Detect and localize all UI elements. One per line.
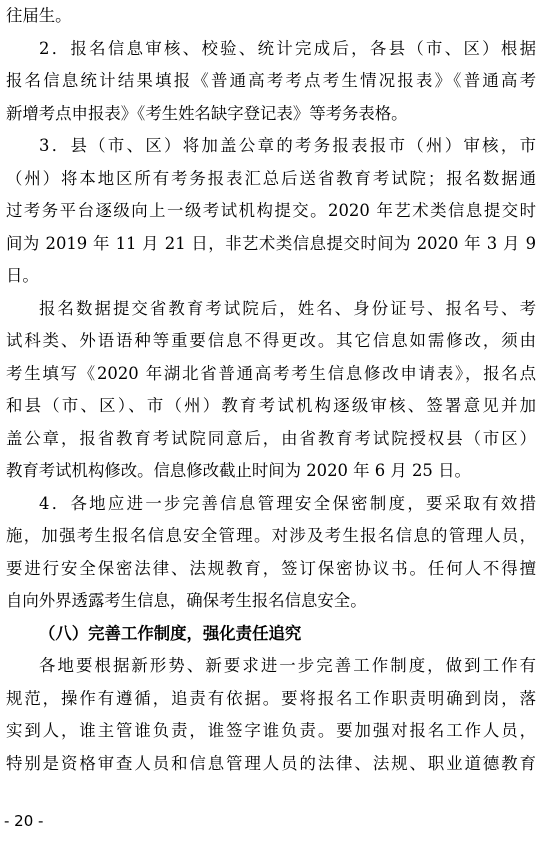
section-heading: （八）完善工作制度，强化责任追究 — [39, 623, 302, 643]
page-number: - 20 - — [4, 812, 44, 830]
text-line: 和县（市、区）、市（州）教育考试机构逐级审核、签署意见并加 — [6, 396, 536, 415]
text-line: 考生填写《2020 年湖北省普通高考考生信息修改申请表》，报名点 — [6, 363, 536, 383]
text-line: （州）将本地区所有考务报表汇总后送省教育考试院；报名数据通 — [6, 168, 536, 188]
text-line: 间为 2019 年 11 月 21 日，非艺术类信息提交时间为 2020 年 3 月 9 — [6, 233, 536, 253]
text-line: 各地要根据新形势、新要求进一步完善工作制度，做到工作有 — [39, 656, 536, 675]
text-line: 2．报名信息审核、校验、统计完成后，各县（市、区）根据 — [39, 38, 536, 58]
text-line: 报名信息统计结果填报《普通高考考点考生情况报表》《普通高考 — [6, 71, 536, 90]
text-line: 往届生。 — [6, 6, 72, 25]
text-line: 3．县（市、区）将加盖公章的考务报表报市（州）审核，市 — [39, 136, 536, 155]
text-line: 新增考点申报表》《考生姓名缺字登记表》等考务表格。 — [6, 103, 408, 123]
text-line: 试科类、外语语种等重要信息不得更改。其它信息如需修改，须由 — [6, 331, 536, 350]
document-body — [6, 0, 536, 780]
text-line: 盖公章，报省教育考试院同意后，由省教育考试院授权县（市区） — [6, 428, 536, 448]
text-line: 规范，操作有遵循，追责有依据。要将报名工作职责明确到岗，落 — [6, 688, 536, 708]
text-line: 要进行安全保密法律、法规教育，签订保密协议书。任何人不得擅 — [6, 558, 536, 578]
text-line: 4．各地应进一步完善信息管理安全保密制度，要采取有效措 — [39, 493, 536, 513]
text-line: 日。 — [6, 266, 39, 285]
text-line: 特别是资格审查人员和信息管理人员的法律、法规、职业道德教育 — [6, 753, 536, 773]
text-line: 教育考试机构修改。信息修改截止时间为 2020 年 6 月 25 日。 — [6, 461, 471, 480]
text-line: 施，加强考生报名信息安全管理。对涉及考生报名信息的管理人员， — [6, 526, 536, 545]
text-line: 自向外界透露考生信息，确保考生报名信息安全。 — [6, 591, 367, 610]
text-line: 过考务平台逐级向上一级考试机构提交。2020 年艺术类信息提交时 — [6, 201, 536, 220]
text-line: 实到人，谁主管谁负责，谁签字谁负责。要加强对报名工作人员， — [6, 721, 536, 740]
text-line: 报名数据提交省教育考试院后，姓名、身份证号、报名号、考 — [39, 298, 536, 318]
